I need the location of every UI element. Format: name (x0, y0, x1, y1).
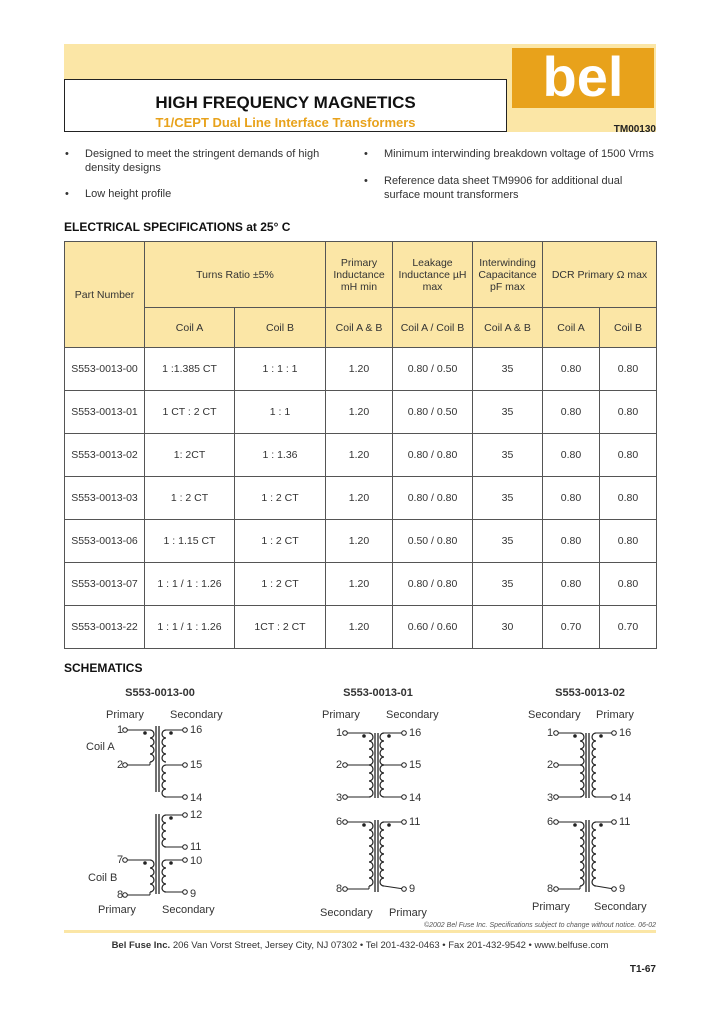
sub-header-coil-ab: Coil A & B (326, 308, 393, 348)
col-header-capacitance: Interwinding Capacitance pF max (473, 242, 543, 308)
page-subtitle: T1/CEPT Dual Line Interface Transformers (155, 115, 416, 130)
feature-bullet: • Low height profile (65, 188, 172, 200)
page-title: HIGH FREQUENCY MAGNETICS (155, 93, 416, 112)
svg-text:16: 16 (409, 727, 422, 739)
cell-dcr-coil-b: 0.80 (600, 477, 657, 520)
cell-turns-coil-a: 1 : 1.15 CT (145, 520, 235, 563)
svg-text:9: 9 (619, 883, 626, 895)
col-header-turns: Turns Ratio ±5% (145, 242, 326, 308)
cell-dcr-coil-b: 0.80 (600, 563, 657, 606)
svg-text:Secondary: Secondary (162, 904, 215, 916)
sub-header-coil-a-b: Coil A / Coil B (393, 308, 473, 348)
cell-turns-coil-a: 1: 2CT (145, 434, 235, 477)
cell-capacitance: 35 (473, 348, 543, 391)
col-header-dcr: DCR Primary Ω max (543, 242, 657, 308)
svg-text:2: 2 (336, 759, 343, 771)
sub-header-coil-b: Coil B (235, 308, 326, 348)
cell-inductance: 1.20 (326, 477, 393, 520)
svg-text:Primary: Primary (106, 709, 144, 721)
svg-text:16: 16 (190, 724, 203, 736)
cell-capacitance: 35 (473, 477, 543, 520)
svg-text:Primary: Primary (322, 709, 360, 721)
cell-inductance: 1.20 (326, 520, 393, 563)
svg-text:6: 6 (547, 816, 554, 828)
sub-header-dcr-b: Coil B (600, 308, 657, 348)
cell-dcr-coil-b: 0.80 (600, 434, 657, 477)
svg-text:14: 14 (619, 792, 632, 804)
svg-text:S553-0013-01: S553-0013-01 (343, 687, 413, 699)
cell-turns-coil-b: 1 : 2 CT (235, 477, 326, 520)
footer-address: Bel Fuse Inc. 206 Van Vorst Street, Jersey City, NJ 07302 • Tel 201-432-0463 • Fax 201-432-9542 • www.belfuse.com (111, 940, 609, 951)
footer-rule (64, 930, 656, 933)
cell-leakage: 0.60 / 0.60 (393, 606, 473, 649)
cell-capacitance: 30 (473, 606, 543, 649)
cell-inductance: 1.20 (326, 563, 393, 606)
cell-part-number: S553-0013-01 (65, 391, 145, 434)
cell-turns-coil-a: 1 CT : 2 CT (145, 391, 235, 434)
cell-turns-coil-b: 1 : 1.36 (235, 434, 326, 477)
cell-capacitance: 35 (473, 391, 543, 434)
feature-bullet: • Minimum interwinding breakdown voltage of 1500 Vrms (364, 148, 654, 160)
svg-text:8: 8 (336, 883, 343, 895)
cell-capacitance: 35 (473, 434, 543, 477)
svg-text:12: 12 (190, 809, 203, 821)
svg-text:7: 7 (117, 854, 124, 866)
schematic-s02 (528, 687, 647, 913)
cell-leakage: 0.80 / 0.80 (393, 563, 473, 606)
svg-text:bel: bel (542, 48, 624, 108)
copyright-note: ©2002 Bel Fuse Inc. Specifications subject to change without notice. 06-02 (423, 922, 656, 929)
cell-leakage: 0.80 / 0.50 (393, 391, 473, 434)
cell-turns-coil-a: 1 :1.385 CT (145, 348, 235, 391)
svg-text:Secondary: Secondary (386, 709, 439, 721)
svg-text:Secondary: Secondary (594, 901, 647, 913)
svg-text:16: 16 (619, 727, 632, 739)
svg-text:Coil B: Coil B (88, 872, 118, 884)
doc-code: TM00130 (613, 124, 656, 135)
cell-turns-coil-b: 1 : 2 CT (235, 520, 326, 563)
svg-text:9: 9 (409, 883, 416, 895)
cell-turns-coil-a: 1 : 1 / 1 : 1.26 (145, 563, 235, 606)
cell-dcr-coil-b: 0.80 (600, 520, 657, 563)
svg-text:15: 15 (409, 759, 422, 771)
cell-part-number: S553-0013-07 (65, 563, 145, 606)
cell-dcr-coil-a: 0.80 (543, 520, 600, 563)
svg-text:11: 11 (619, 816, 631, 828)
cell-part-number: S553-0013-00 (65, 348, 145, 391)
schematics-heading: SCHEMATICS (64, 661, 143, 675)
cell-inductance: 1.20 (326, 434, 393, 477)
cell-dcr-coil-b: 0.80 (600, 391, 657, 434)
cell-inductance: 1.20 (326, 391, 393, 434)
cell-part-number: S553-0013-02 (65, 434, 145, 477)
cell-dcr-coil-a: 0.70 (543, 606, 600, 649)
feature-bullet: • Reference data sheet TM9906 for additional dual surface mount transformers (364, 175, 623, 201)
svg-text:9: 9 (190, 888, 197, 900)
svg-text:11: 11 (190, 841, 202, 853)
cell-leakage: 0.80 / 0.80 (393, 434, 473, 477)
cell-dcr-coil-a: 0.80 (543, 434, 600, 477)
cell-dcr-coil-b: 0.70 (600, 606, 657, 649)
svg-text:1: 1 (117, 724, 124, 736)
svg-text:6: 6 (336, 816, 343, 828)
sub-header-coil-a: Coil A (145, 308, 235, 348)
cell-turns-coil-b: 1CT : 2 CT (235, 606, 326, 649)
feature-bullet: • Designed to meet the stringent demands of high density designs (65, 148, 320, 174)
cell-leakage: 0.80 / 0.50 (393, 348, 473, 391)
svg-text:8: 8 (117, 889, 124, 901)
svg-text:11: 11 (409, 816, 421, 828)
svg-text:Secondary: Secondary (320, 907, 373, 919)
cell-dcr-coil-b: 0.80 (600, 348, 657, 391)
cell-capacitance: 35 (473, 563, 543, 606)
cell-part-number: S553-0013-22 (65, 606, 145, 649)
cell-part-number: S553-0013-06 (65, 520, 145, 563)
svg-text:2: 2 (547, 759, 554, 771)
cell-dcr-coil-a: 0.80 (543, 391, 600, 434)
page-number: T1-67 (629, 964, 656, 975)
svg-text:10: 10 (190, 855, 203, 867)
svg-text:8: 8 (547, 883, 554, 895)
svg-text:S553-0013-00: S553-0013-00 (125, 687, 195, 699)
cell-turns-coil-b: 1 : 1 (235, 391, 326, 434)
svg-text:14: 14 (409, 792, 422, 804)
svg-text:Primary: Primary (532, 901, 570, 913)
cell-capacitance: 35 (473, 520, 543, 563)
svg-text:1: 1 (547, 727, 554, 739)
col-header-leakage: Leakage Inductance µH max (393, 242, 473, 308)
sub-header-coil-ab: Coil A & B (473, 308, 543, 348)
cell-inductance: 1.20 (326, 606, 393, 649)
svg-text:1: 1 (336, 727, 343, 739)
cell-leakage: 0.50 / 0.80 (393, 520, 473, 563)
sub-header-dcr-a: Coil A (543, 308, 600, 348)
cell-leakage: 0.80 / 0.80 (393, 477, 473, 520)
svg-text:Primary: Primary (389, 907, 427, 919)
cell-inductance: 1.20 (326, 348, 393, 391)
cell-dcr-coil-a: 0.80 (543, 563, 600, 606)
svg-text:Secondary: Secondary (170, 709, 223, 721)
svg-text:3: 3 (336, 792, 343, 804)
specs-heading: ELECTRICAL SPECIFICATIONS at 25° C (64, 220, 291, 234)
cell-dcr-coil-a: 0.80 (543, 348, 600, 391)
svg-text:Primary: Primary (98, 904, 136, 916)
svg-text:Secondary: Secondary (528, 709, 581, 721)
col-header-inductance: Primary Inductance mH min (326, 242, 393, 308)
svg-text:Coil A: Coil A (86, 741, 115, 753)
cell-turns-coil-b: 1 : 1 : 1 (235, 348, 326, 391)
col-header-part: Part Number (65, 242, 145, 348)
cell-dcr-coil-a: 0.80 (543, 477, 600, 520)
svg-text:2: 2 (117, 759, 124, 771)
cell-turns-coil-b: 1 : 2 CT (235, 563, 326, 606)
svg-text:3: 3 (547, 792, 554, 804)
svg-text:Primary: Primary (596, 709, 634, 721)
svg-text:S553-0013-02: S553-0013-02 (555, 687, 625, 699)
cell-turns-coil-a: 1 : 1 / 1 : 1.26 (145, 606, 235, 649)
cell-turns-coil-a: 1 : 2 CT (145, 477, 235, 520)
schematic-s01 (320, 687, 439, 919)
cell-part-number: S553-0013-03 (65, 477, 145, 520)
schematic-s00 (86, 687, 223, 916)
svg-text:14: 14 (190, 792, 203, 804)
svg-text:15: 15 (190, 759, 203, 771)
